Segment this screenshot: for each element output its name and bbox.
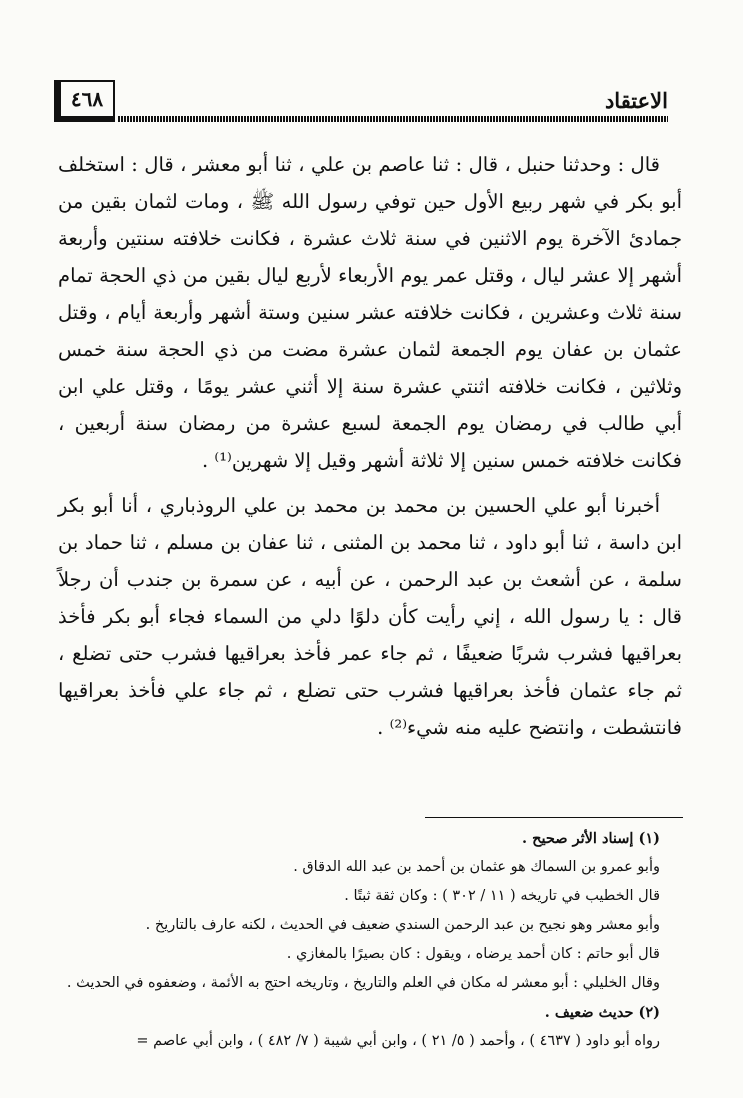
footnote-line: قال أبو حاتم : كان أحمد يرضاه ، ويقول : كان بصيرًا بالمغازي . <box>286 946 660 962</box>
footnote-line: قال الخطيب في تاريخه ( ١١ / ٣٠٢ ) : وكان ثقة ثبتًا . <box>344 888 660 904</box>
paragraph: أخبرنا أبو علي الحسين بن محمد بن محمد بن علي الروذباري ، أنا أبو بكر ابن داسة ، ثنا أبو داود ، ثنا محمد بن المثنى ، ثنا عفان بن مسلم ، ثنا حماد بن سلمة ، عن أشعث بن عبد الرحمن ، عن أبيه ، عن سمرة بن جندب أن رجلاً قال : يا رسول الله ، إني رأيت كأن دلوًا دلي من السماء فجاء أبو بكر فأخذ بعراقيها فشرب شربًا ضعيفًا ، ثم جاء عمر فأخذ بعراقيها فشرب حتى تضلع ، ثم جاء عثمان فأخذ بعراقيها فشرب حتى تضلع ، ثم جاء علي فأخذ بعراقيها فانتشطت ، وانتضح عليه منه شيء⁽²⁾ . <box>58 494 682 739</box>
footnote-heading: (١) إسناد الأثر صحيح . <box>522 830 660 847</box>
footnote-line: رواه أبو داود ( ٤٦٣٧ ) ، وأحمد ( ٥/ ٢١ ) ، وابن أبي شيبة ( ٧/ ٤٨٢ ) ، وابن أبي عاصم = <box>136 1033 660 1049</box>
footnote-separator <box>425 817 683 818</box>
page-header <box>58 78 668 128</box>
header-rule <box>118 116 668 122</box>
running-title: الاعتقاد <box>604 88 668 113</box>
page-number: ٤٦٨ <box>58 80 115 118</box>
footnote-line: وأبو عمرو بن السماك هو عثمان بن أحمد بن عبد الله الدقاق . <box>293 859 660 875</box>
main-text <box>58 146 682 746</box>
footnote-line: وأبو معشر وهو نجيح بن عبد الرحمن السندي ضعيف في الحديث ، لكنه عارف بالتاريخ . <box>145 917 660 933</box>
paragraph: قال : وحدثنا حنبل ، قال : ثنا عاصم بن علي ، ثنا أبو معشر ، قال : استخلف أبو بكر في شهر ربيع الأول حين توفي رسول الله ﷺ ، ومات لثمان بقين من جمادئ الآخرة يوم الاثنين في سنة ثلاث عشرة ، فكانت خلافته سنتين وأربعة أشهر إلا عشر ليال ، وقتل عمر يوم الأربعاء لأربع ليال بقين من ذي الحجة تمام سنة ثلاث وعشرين ، فكانت خلافته عشر سنين وستة أشهر وأربعة أيام ، وقتل عثمان بن عفان يوم الجمعة لثمان عشرة مضت من ذي الحجة سنة خمس وثلاثين ، فكانت خلافته اثنتي عشرة سنة إلا أثني عشر يومًا ، وقتل علي ابن أبي طالب في رمضان يوم الجمعة لسبع عشرة من رمضان سنة أربعين ، فكانت خلافته خمس سنين إلا ثلاثة أشهر وقيل إلا شهرين⁽¹⁾ . <box>58 153 682 472</box>
footnotes <box>58 824 682 1056</box>
footnote-line: وقال الخليلي : أبو معشر له مكان في العلم والتاريخ ، وتاريخه احتج به الأئمة ، وضعفوه في الحديث . <box>66 975 660 991</box>
footnote-heading: (٢) حديث ضعيف . <box>544 1004 660 1021</box>
